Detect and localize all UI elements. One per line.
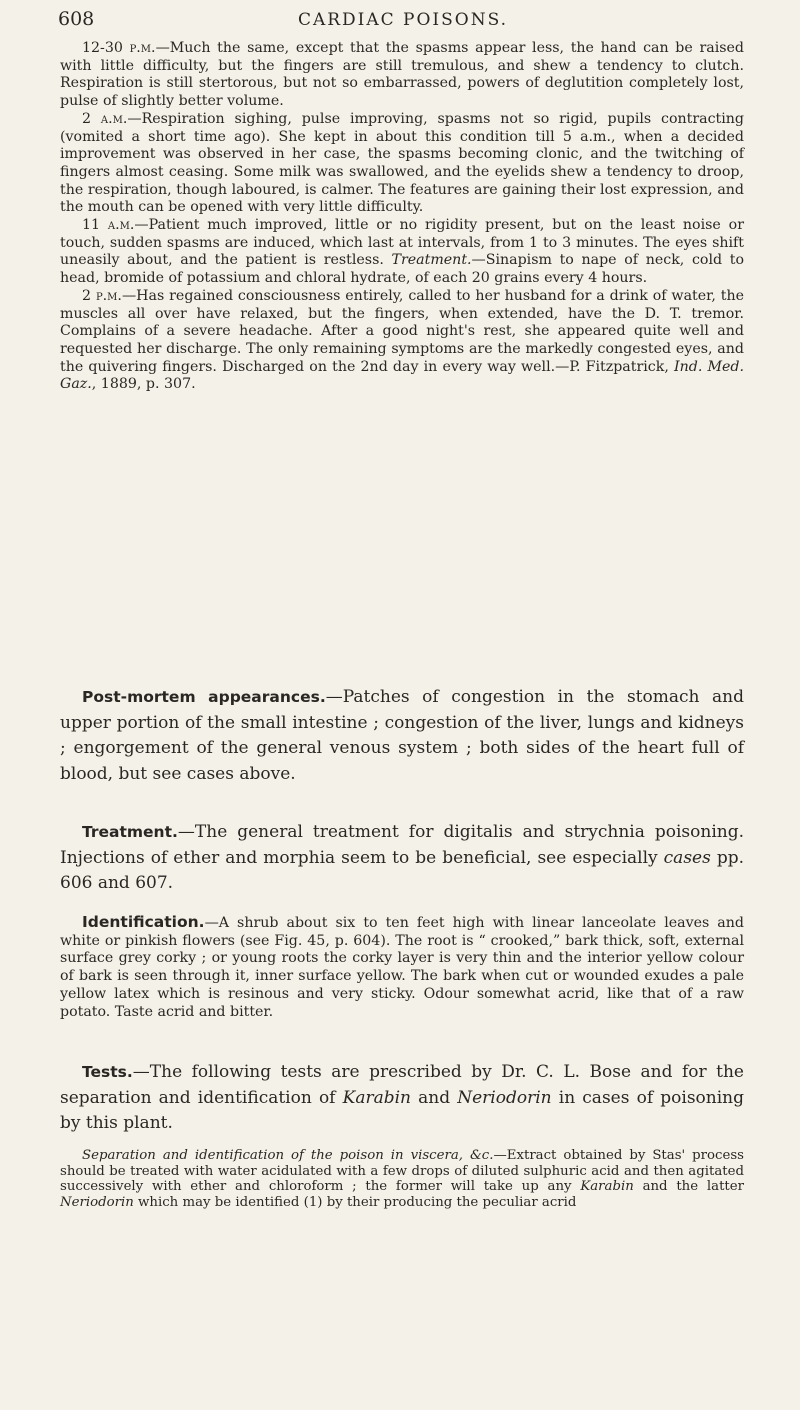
- case-note-2pm: 2 p.m.—Has regained consciousness entirely, called to her husband for a drink of water, the muscles all over have relaxed, but the fingers, when extended, have the D. T. tremor. Complains of a severe headache. After a good night's rest, she appeared quite well and requested her discharge. The only remaining symptoms are the markedly congested eyes, and the quivering fingers. Discharged on the 2nd day in every way well.—P. Fitzpatrick, Ind. Med. Gaz., 1889, p. 307.: [60, 287, 745, 393]
- page-number: 608: [58, 8, 95, 30]
- post-mortem-section: [60, 685, 744, 787]
- running-head: [58, 8, 748, 38]
- case-note-1230pm: 12-30 p.m.—Much the same, except that the spasms appear less, the hand can be raised with little difficulty, but the fingers are still tremulous, and shew a tendency to clutch. Respiration is still stertorous, but not so embarrassed, powers of deglutition completely lost, pulse of slightly better volume.: [60, 40, 744, 110]
- identification-section: [60, 914, 744, 1021]
- tests-section: Tests.—The following tests are prescribed by Dr. C. L. Bose and for the separation and identification of Karabin and Neriodorin in cases of poisoning by this plant.: [60, 1062, 744, 1133]
- identification-heading: Identification.: [82, 913, 205, 931]
- plant-name: Neriodorin: [60, 1194, 134, 1210]
- plant-name: Karabin: [580, 1179, 634, 1194]
- case-note-2am: 2 a.m.—Respiration sighing, pulse improving, spasms not so rigid, pupils contracting (vomited a short time ago). She kept in about this condition till 5 a.m., when a decided improvement was observed in her case, the spasms becoming clonic, and the twitching of fingers almost ceasing. Some milk was swallowed, and the eyelids shew a tendency to droop, the respiration, though laboured, is calmer. The features are gaining their lost expression, and the mouth can be opened with very little difficulty.: [60, 110, 744, 216]
- post-mortem-text: —Patches of congestion in the stomach and upper portion of the small intestine ; congestion of the liver, lungs and kidneys ; engorgement of the general venous system ; both sides of the heart full of blood, but see cases above.: [60, 687, 744, 784]
- plant-name: Karabin: [342, 1087, 411, 1108]
- post-mortem-heading: Post-mortem appearances.: [82, 688, 326, 706]
- case-note-11am: 11 a.m.—Patient much improved, little or no rigidity present, but on the least noise or touch, sudden spasms are induced, which last at intervals, from 1 to 3 minutes. The eyes shift uneasily about, and the patient is restless. Treatment.—Sinapism to nape of neck, cold to head, bromide of potassium and chloral hydrate, of each 20 grains every 4 hours.: [60, 217, 744, 287]
- separation-heading: Separation and identification of the poison in viscera, &c.: [82, 1148, 494, 1163]
- identification-text: —A shrub about six to ten feet high with linear lanceolate leaves and white or pinkish flowers (see Fig. 45, p. 604). The root is “ crooked,” bark thick, soft, external surface grey corky ; or young roots the corky layer is very thin and the interior yellow colour of bark is seen through it, inner surface yellow. The bark when cut or wounded exudes a pale yellow latex which is resinous and very sticky. Odour somewhat acrid, like that of a raw potato. Taste acrid and bitter.: [60, 915, 744, 1020]
- treatment-label: Treatment.: [391, 252, 472, 269]
- treatment-heading: Treatment.: [82, 823, 178, 841]
- case-note-time: 12-30 p.m.: [82, 40, 156, 56]
- case-note-time: 11 a.m.: [82, 217, 135, 234]
- case-note-time: 2 p.m.: [82, 287, 122, 304]
- separation-section: Separation and identification of the poison in viscera, &c.—Extract obtained by Stas' process should be treated with water acidulated with a few drops of diluted sulphuric acid and then agitated successively with ether and chloroform ; the former will take up any Karabin and the latter Neriodorin which may be identified (1) by their producing the peculiar acrid: [60, 1148, 744, 1210]
- treatment-section: Treatment.—The general treatment for digitalis and strychnia poisoning. Injections of ether and morphia seem to be beneficial, see especially cases pp. 606 and 607.: [60, 822, 745, 893]
- journal-citation: Ind. Med. Gaz.: [60, 358, 745, 393]
- running-title: CARDIAC POISONS.: [297, 10, 509, 30]
- plant-name: Neriodorin: [457, 1087, 552, 1108]
- case-notes: [60, 40, 744, 394]
- case-note-time: 2 a.m.: [82, 110, 128, 127]
- tests-heading: Tests.: [82, 1063, 133, 1081]
